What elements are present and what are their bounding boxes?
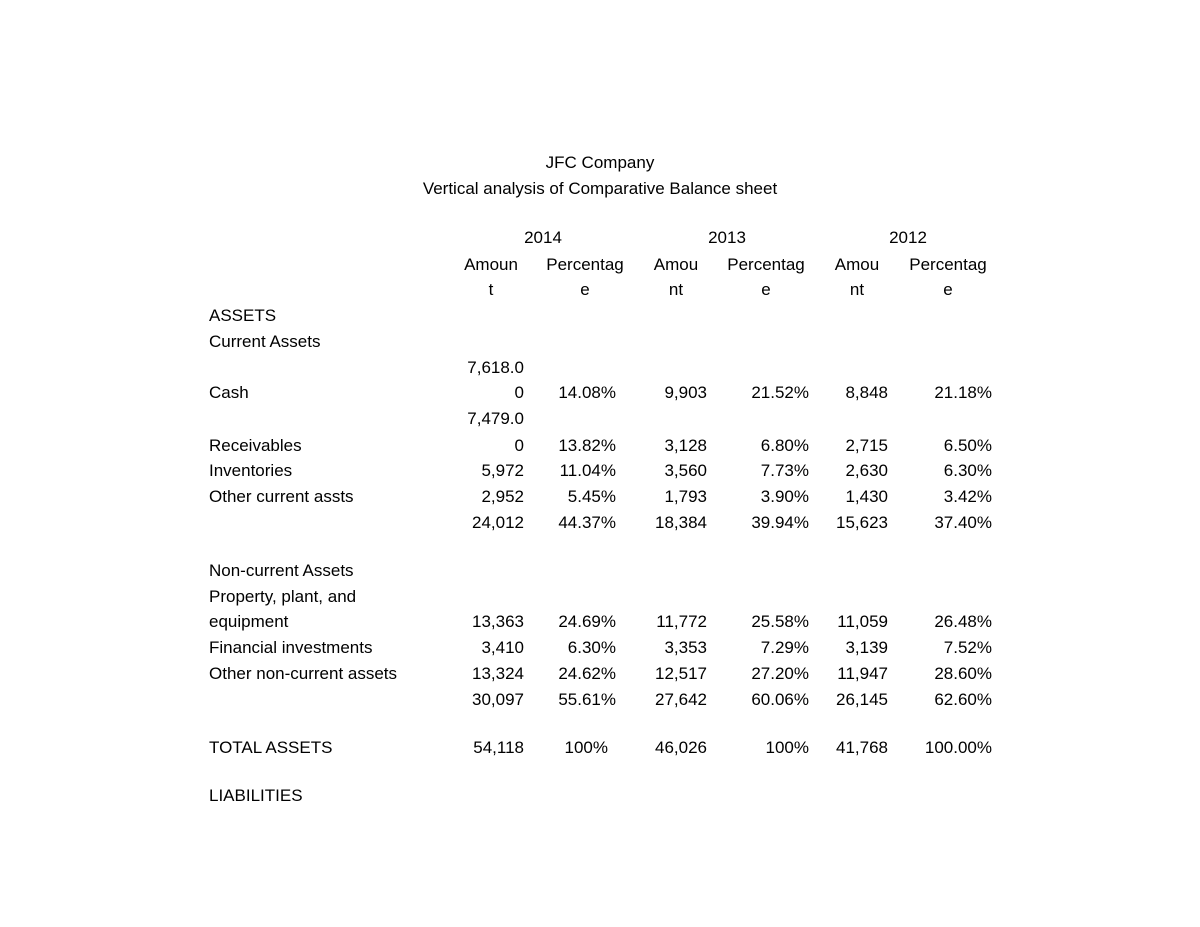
current-total-amount-2012: 15,623 xyxy=(836,513,888,532)
row-label-cash: Cash xyxy=(209,383,249,402)
financial-amount-2012: 3,139 xyxy=(845,638,888,657)
financial-pct-2012: 7.52% xyxy=(943,638,992,657)
cash-amount-2014-line1: 7,618.0 xyxy=(467,358,524,377)
noncurrent-total-amount-2013: 27,642 xyxy=(655,690,707,709)
col-amount-2014-top: Amoun xyxy=(464,255,518,274)
inventories-amount-2014: 5,972 xyxy=(481,461,524,480)
other-current-amount-2013: 1,793 xyxy=(664,487,707,506)
receivables-pct-2014: 13.82% xyxy=(558,436,616,455)
other-noncurrent-pct-2012: 28.60% xyxy=(934,664,992,683)
other-current-pct-2012: 3.42% xyxy=(943,487,992,506)
col-pct-2014-top: Percentag xyxy=(546,255,624,274)
other-noncurrent-amount-2013: 12,517 xyxy=(655,664,707,683)
cash-pct-2014: 14.08% xyxy=(558,383,616,402)
other-current-pct-2013: 3.90% xyxy=(760,487,809,506)
other-current-amount-2014: 2,952 xyxy=(481,487,524,506)
current-total-amount-2013: 18,384 xyxy=(655,513,707,532)
row-label-total-assets: TOTAL ASSETS xyxy=(209,738,333,757)
col-amount-2012-bottom: nt xyxy=(849,280,865,299)
cash-amount-2012: 8,848 xyxy=(845,383,888,402)
col-pct-2013-top: Percentag xyxy=(727,255,805,274)
ppe-pct-2014: 24.69% xyxy=(558,612,616,631)
other-noncurrent-amount-2012: 11,947 xyxy=(837,664,888,683)
receivables-pct-2013: 6.80% xyxy=(760,436,809,455)
col-amount-2014-bottom: t xyxy=(488,280,494,299)
row-label-other-noncurrent: Other non-current assets xyxy=(209,664,398,683)
total-assets-amount-2013: 46,026 xyxy=(655,738,707,757)
financial-amount-2013: 3,353 xyxy=(664,638,707,657)
section-assets: ASSETS xyxy=(209,306,277,325)
inventories-amount-2012: 2,630 xyxy=(845,461,888,480)
row-label-financial: Financial investments xyxy=(209,638,373,657)
total-assets-amount-2014: 54,118 xyxy=(473,738,524,757)
inventories-pct-2012: 6.30% xyxy=(943,461,992,480)
inventories-amount-2013: 3,560 xyxy=(664,461,707,480)
cash-amount-2013: 9,903 xyxy=(664,383,707,402)
ppe-pct-2013: 25.58% xyxy=(751,612,809,631)
row-label-inventories: Inventories xyxy=(209,461,293,480)
inventories-pct-2014: 11.04% xyxy=(559,461,616,480)
current-total-pct-2014: 44.37% xyxy=(558,513,616,532)
other-noncurrent-pct-2013: 27.20% xyxy=(751,664,809,683)
cash-pct-2012: 21.18% xyxy=(934,383,992,402)
noncurrent-total-pct-2012: 62.60% xyxy=(934,690,992,709)
noncurrent-total-pct-2013: 60.06% xyxy=(751,690,809,709)
year-2014: 2014 xyxy=(524,228,562,247)
receivables-amount-2014-line2: 0 xyxy=(514,436,524,455)
company-name: JFC Company xyxy=(545,153,655,172)
other-current-pct-2014: 5.45% xyxy=(567,487,616,506)
col-amount-2013-bottom: nt xyxy=(668,280,684,299)
other-current-amount-2012: 1,430 xyxy=(845,487,888,506)
noncurrent-total-pct-2014: 55.61% xyxy=(558,690,616,709)
year-2013: 2013 xyxy=(708,228,746,247)
financial-pct-2013: 7.29% xyxy=(760,638,809,657)
financial-amount-2014: 3,410 xyxy=(481,638,524,657)
section-non-current-assets: Non-current Assets xyxy=(209,561,354,580)
section-liabilities: LIABILITIES xyxy=(209,786,303,805)
receivables-amount-2012: 2,715 xyxy=(845,436,888,455)
total-assets-pct-2012: 100.00% xyxy=(924,738,992,757)
financial-pct-2014: 6.30% xyxy=(567,638,616,657)
receivables-amount-2014-line1: 7,479.0 xyxy=(467,409,524,428)
ppe-amount-2013: 11,772 xyxy=(656,612,707,631)
col-amount-2013-top: Amou xyxy=(653,255,699,274)
page-subtitle: Vertical analysis of Comparative Balance sheet xyxy=(422,179,778,198)
inventories-pct-2013: 7.73% xyxy=(760,461,809,480)
year-2012: 2012 xyxy=(889,228,927,247)
total-assets-pct-2014: 100% xyxy=(564,738,608,757)
total-assets-pct-2013: 100% xyxy=(765,738,809,757)
ppe-pct-2012: 26.48% xyxy=(934,612,992,631)
noncurrent-total-amount-2012: 26,145 xyxy=(836,690,888,709)
other-noncurrent-amount-2014: 13,324 xyxy=(472,664,524,683)
ppe-amount-2014: 13,363 xyxy=(472,612,524,631)
total-assets-amount-2012: 41,768 xyxy=(836,738,888,757)
current-total-amount-2014: 24,012 xyxy=(472,513,524,532)
row-label-ppe-line1: Property, plant, and xyxy=(209,587,357,606)
cash-amount-2014-line2: 0 xyxy=(514,383,524,402)
row-label-ppe-line2: equipment xyxy=(209,612,289,631)
cash-pct-2013: 21.52% xyxy=(751,383,809,402)
noncurrent-total-amount-2014: 30,097 xyxy=(472,690,524,709)
row-label-receivables: Receivables xyxy=(209,436,302,455)
ppe-amount-2012: 11,059 xyxy=(837,612,888,631)
col-pct-2012-top: Percentag xyxy=(909,255,987,274)
col-amount-2012-top: Amou xyxy=(834,255,880,274)
receivables-amount-2013: 3,128 xyxy=(664,436,707,455)
col-pct-2013-bottom: e xyxy=(761,280,771,299)
current-total-pct-2012: 37.40% xyxy=(934,513,992,532)
row-label-other-current: Other current assts xyxy=(209,487,354,506)
receivables-pct-2012: 6.50% xyxy=(943,436,992,455)
section-current-assets: Current Assets xyxy=(209,332,321,351)
current-total-pct-2013: 39.94% xyxy=(751,513,809,532)
other-noncurrent-pct-2014: 24.62% xyxy=(558,664,616,683)
col-pct-2014-bottom: e xyxy=(580,280,590,299)
col-pct-2012-bottom: e xyxy=(943,280,953,299)
